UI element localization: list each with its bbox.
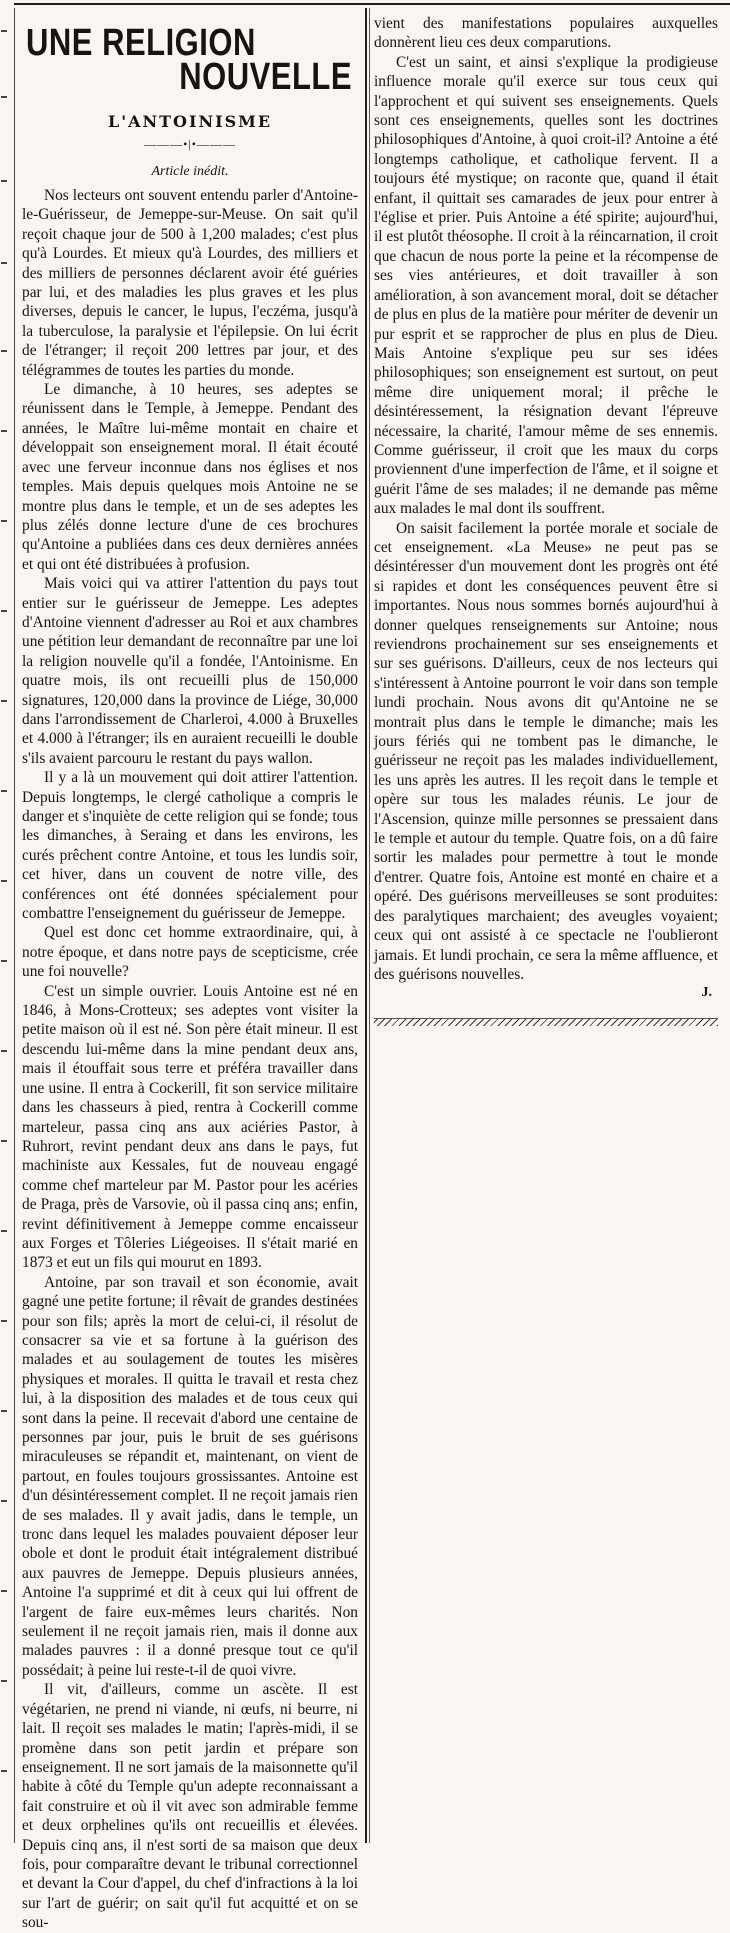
paragraph: C'est un saint, et ainsi s'explique la prodigieuse influence morale qu'il exerce sur tous ceux qui l'approchent et qui suivent ses enseignements. Quels sont ces enseignements, quelles sont les doctrines philosophiques d'Antoine, à quoi croit-il? Antoine a été longtemps catholique, et catholique fervent. Il a toujours été mystique; on raconte que, quand il était enfant, il quittait ses camarades de jeux pour entrer à l'église et prier. Puis Antoine a été spirite; aujourd'hui, il est plutôt théosophe. Il croit à la réincarnation, il croit que chacun de nous porte la peine et la récompense de ses vies antérieures, et doit travailler à son amélioration, à son avancement moral, doit se détacher de plus en plus de la matière pour mériter de devenir un pur esprit et se rapprocher de plus en plus de Dieu. Mais Antoine s'explique peu sur ses idées philosophiques; son enseignement est surtout, on peut même dire uniquement moral; il prêche le désintéressement, la résignation devant l'épreuve nécessaire, la charité, l'amour même de ses ennemis. Comme guérisseur, il croit que les maux du corps proviennent d'une imperfection de l'âme, et il soigne et guérit l'âme de ses malades; il ne demande pas même aux malades le mal dont ils souffrent. xyxy=(374,53,718,518)
paragraph: Nos lecteurs ont souvent entendu parler d'Antoine-le-Guérisseur, de Jemeppe-sur-Meuse. On sait qu'il reçoit chaque jour de 500 à 1,200 malades; c'est plus qu'à Lourdes. Et mieux qu'à Lourdes, des milliers et des milliers de personnes déclarent avoir été guéries par lui, et des maladies les plus graves et les plus diverses, depuis le cancer, le lupus, l'eczéma, jusqu'à la tuberculose, la paralysie et l'épilepsie. On lui écrit de l'étranger; il reçoit 200 lettres par jour, et des télégrammes de toutes les parties du monde. xyxy=(22,187,358,379)
end-of-article-rule xyxy=(374,1018,718,1026)
column-divider xyxy=(365,8,367,1843)
paragraph: Il vit, d'ailleurs, comme un ascète. Il est végétarien, ne prend ni viande, ni œufs, ni beurre, ni lait. Il reçoit ses malades le matin; l'après-midi, il se promène dans son petit jardin et prépare son enseignement. Il ne sort jamais de la maisonnette qu'il habite à côté du Temple qu'un adepte reconnaissant a fait construire et où il vit avec son admirable femme et deux orphelines qu'ils ont recueillis et élevées. Depuis cinq ans, il n'est sorti de sa maison que deux fois, pour comparaître devant le tribunal correctionnel et devant la Cour d'appel, du chef d'infractions à la loi sur l'art de guérir; on sait qu'il fut acquitté et on se sou- xyxy=(22,1681,358,1932)
left-column-body xyxy=(22,186,358,1933)
column-divider-thin xyxy=(369,8,370,1843)
paragraph: Mais voici qui va attirer l'attention du pays tout entier sur le guérisseur de Jemeppe. Les adeptes d'Antoine viennent d'adresser au Roi et aux chambres une pétition leur demandant de reconnaître par une loi la religion nouvelle qu'il a fondée, l'Antoinisme. En quatre mois, ils ont recueilli plus de 150,000 signatures, 120,000 dans la province de Liége, 30,000 dans l'arrondissement de Charleroi, 4.000 à Bruxelles et 4.000 à l'étranger; ils en auraient recueilli le double s'ils avaient parcouru le restant du pays wallon. xyxy=(22,575,358,767)
subheadline: L'ANTOINISME xyxy=(107,112,273,131)
top-rule xyxy=(14,3,730,5)
left-column xyxy=(22,22,358,1933)
right-column xyxy=(374,14,718,1026)
headline-line-1: UNE RELIGION xyxy=(26,20,256,64)
paragraph: C'est un simple ouvrier. Louis Antoine est né en 1846, à Mons-Crotteux; ses adeptes vont visiter la petite maison où il est né. Son père était mineur. Il est descendu lui-même dans la mine pendant deux ans, mais il étouffait sous terre et préféra travailler dans une usine. Il entra à Cockerill, fit son service militaire dans les chasseurs à pied, rentra à Cockerill comme marteleur, passa cinq ans aux aciéries Pastor, à Ruhrort, revint pendant deux ans dans le pays, fut machiniste aux Kessales, fut de nouveau engagé comme chef marteleur par M. Pastor pour les acéries de Praga, près de Varsovie, où il passa cinq ans; enfin, revint définitivement à Jemeppe comme encaisseur aux Forges et Tôleries Liégeoises. Il s'était marié en 1873 et eut un fils qui mourut en 1893. xyxy=(22,982,358,1272)
neighbor-column-edge xyxy=(0,0,10,1843)
left-column-rule xyxy=(14,8,15,1843)
byline: Article inédit. xyxy=(151,164,229,179)
paragraph: Il y a là un mouvement qui doit attirer l'attention. Depuis longtemps, le clergé catholique a compris le danger et s'inquiète de cette religion qui se fonde; tous les dimanches, à Seraing et dans les environs, les curés prêchent contre Antoine, et tous les lundis soir, cet hiver, dans un couvent de notre ville, des conférences ont été données spécialement pour combattre l'enseignement du guérisseur de Jemeppe. xyxy=(22,769,358,923)
paragraph: Le dimanche, à 10 heures, ses adeptes se réunissent dans le Temple, à Jemeppe. Pendant des années, le Maître lui-même montait en chaire et développait son enseignement moral. Il était écouté avec une ferveur inconnue dans nos églises et nos temples. Mais depuis quelques mois Antoine ne se montre plus dans le temple, et un de ses adeptes les plus zélés donne lecture d'une de ces brochures qu'Antoine a publiées dans ces deux dernières années et qui ont été distribuées à profusion. xyxy=(22,381,358,573)
author-signature: J. xyxy=(701,985,712,1001)
ornament: ———•|•——— xyxy=(144,137,236,151)
headline-line-2: NOUVELLE xyxy=(179,54,352,98)
paragraph: Quel est donc cet homme extraordinaire, qui, à notre époque, et dans notre pays de scepticisme, crée une foi nouvelle? xyxy=(22,924,358,981)
paragraph-continuation: vient des manifestations populaires auxquelles donnèrent lieu ces deux comparutions. xyxy=(374,15,718,52)
paragraph: Antoine, par son travail et son économie, avait gagné une petite fortune; il rêvait de grandes destinées pour son fils; après la mort de celui-ci, il résolut de consacrer sa vie et sa fortune à la guérison des malades et au soulagement de toutes les misères physiques et morales. Il quitta le travail et resta chez lui, à la disposition des malades et de tous ceux qui sont dans la peine. Il recevait d'abord une centaine de personnes par jour, puis le bruit de ses guérisons miraculeuses se répandit et, maintenant, on vient de partout, en foules toujours grossissantes. Antoine est d'un désintéressement complet. Il ne reçoit jamais rien de ses malades. Il y avait jadis, dans le temple, un tronc dans lequel les malades pouvaient déposer leur obole et dont le produit était intégralement distribué aux pauvres de Jemeppe. Depuis plusieurs années, Antoine l'a supprimé et dit à ceux qui lui offrent de l'argent de faire eux-mêmes leurs charités. Non seulement il ne reçoit jamais rien, mais il donne aux malades pauvres : il a donné presque tout ce qu'il possédait; à peine lui reste-t-il de quoi vivre. xyxy=(22,1273,358,1679)
paragraph: On saisit facilement la portée morale et sociale de cet enseignement. «La Meuse» ne peut pas se désintéresser d'un mouvement dont les progrès ont été si rapides et dont les conséquences peuvent être si importantes. Nous nous sommes bornés aujourd'hui à donner quelques renseignements sur Antoine; nous reviendrons prochainement sur ses enseignements et sur ses guérisons. D'ailleurs, ceux de nos lecteurs qui s'intéressent à Antoine pourront le voir dans son temple lundi prochain. Nous avons dit qu'Antoine ne se montrait plus dans le temple le dimanche; mais les jours fériés qui ne tombent pas le dimanche, le guérisseur ne reçoit pas les malades individuellement, les uns après les autres. Il les reçoit dans le temple et opère sur tous les malades réunis. Le jour de l'Ascension, quinze mille personnes se pressaient dans le temple et autour du temple. Quatre fois, on a dû faire sortir les malades pour permettre à tout le monde d'entrer. Quatre fois, Antoine est monté en chaire et a opéré. Des guérisons merveilleuses se sont produites: des paralytiques marchaient; des aveugles voyaient; ceux qui ont assisté à ce spectacle ne l'oublieront jamais. Et lundi prochain, ce sera la même affluence, et des guérisons nouvelles. xyxy=(374,519,718,983)
